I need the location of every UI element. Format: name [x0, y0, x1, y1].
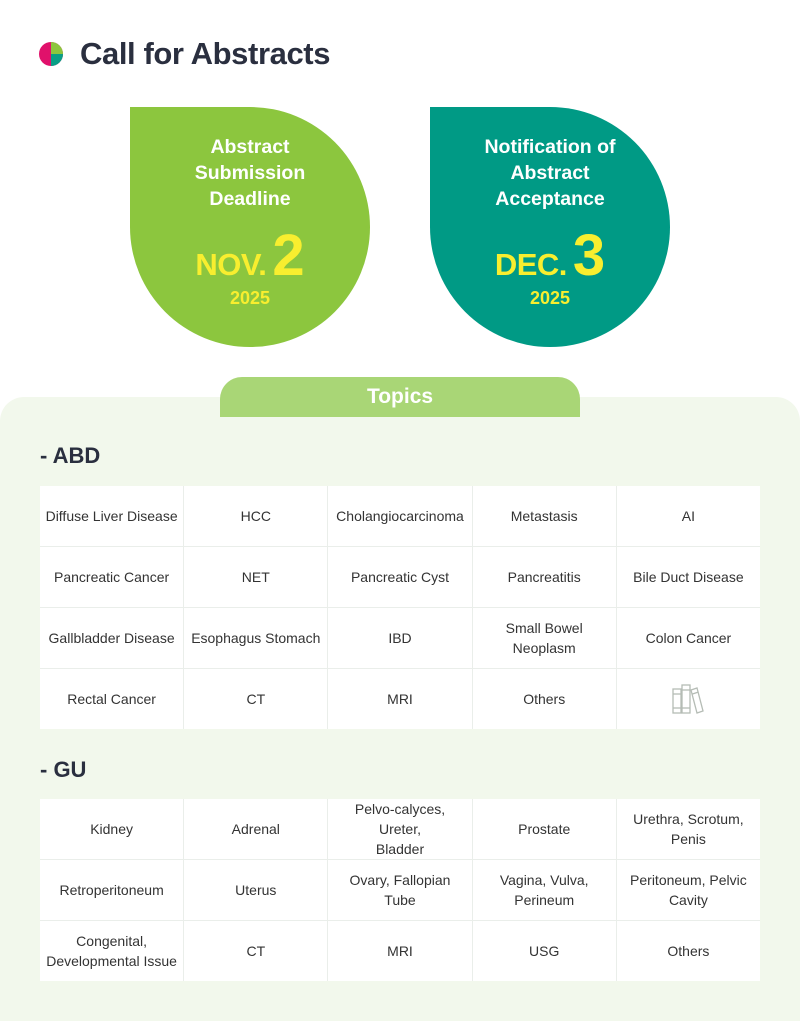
brand-logo-icon [38, 41, 64, 67]
topic-cell: Rectal Cancer [40, 669, 183, 729]
topic-cell: Adrenal [184, 799, 327, 859]
deadline-year: 2025 [229, 288, 271, 308]
topic-cell: Uterus [184, 860, 327, 920]
topic-cell: Retroperitoneum [40, 860, 183, 920]
topic-cell: Gallbladder Disease [40, 608, 183, 668]
topic-cell: Others [473, 669, 616, 729]
topic-cell: Pelvo-calyces, Ureter, Bladder [328, 799, 471, 859]
topic-cell: CT [184, 921, 327, 981]
deadline-day: 2 [272, 223, 305, 288]
page-header [38, 34, 330, 74]
gu-topics-grid [40, 799, 760, 981]
topic-cell: Others [617, 921, 760, 981]
topic-cell: Pancreatic Cancer [40, 547, 183, 607]
topic-cell: Ovary, Fallopian Tube [328, 860, 471, 920]
books-cell [617, 669, 760, 729]
topic-cell: Urethra, Scrotum, Penis [617, 799, 760, 859]
notification-day: 3 [572, 223, 606, 288]
abd-topics-grid [40, 486, 760, 729]
topic-cell: IBD [328, 608, 471, 668]
topic-cell: Bile Duct Disease [617, 547, 760, 607]
topic-cell: Metastasis [473, 486, 616, 546]
topic-cell: Pancreatitis [473, 547, 616, 607]
topic-cell: Small Bowel Neoplasm [473, 608, 616, 668]
topic-cell: HCC [184, 486, 327, 546]
topic-cell: Peritoneum, Pelvic Cavity [617, 860, 760, 920]
books-icon [670, 681, 706, 717]
topic-cell: Congenital, Developmental Issue [40, 921, 183, 981]
deadline-label: Abstract Submission Deadline [194, 136, 306, 210]
topic-cell: Kidney [40, 799, 183, 859]
topic-cell: Pancreatic Cyst [328, 547, 471, 607]
topic-cell: MRI [328, 669, 471, 729]
topic-cell: Vagina, Vulva, Perineum [473, 860, 616, 920]
topic-cell: Prostate [473, 799, 616, 859]
topic-cell: NET [184, 547, 327, 607]
topic-cell: CT [184, 669, 327, 729]
topic-cell: MRI [328, 921, 471, 981]
topics-tab: Topics [220, 377, 580, 417]
page-title: Call for Abstracts [80, 36, 331, 71]
notification-year: 2025 [529, 288, 571, 308]
submission-deadline-card [130, 107, 370, 347]
deadline-date [130, 225, 370, 287]
notification-card [430, 107, 670, 347]
topic-cell: USG [473, 921, 616, 981]
notification-date [430, 225, 670, 287]
notification-label: Notification of Abstract Acceptance [484, 136, 616, 210]
deadline-month: NOV. [195, 247, 267, 282]
notification-month: DEC. [494, 247, 567, 282]
topic-cell: Cholangiocarcinoma [328, 486, 471, 546]
gu-section-title: - GU [40, 757, 87, 782]
topic-cell: AI [617, 486, 760, 546]
topic-cell: Esophagus Stomach [184, 608, 327, 668]
topic-cell: Diffuse Liver Disease [40, 486, 183, 546]
abd-section-title: - ABD [40, 443, 101, 468]
topic-cell: Colon Cancer [617, 608, 760, 668]
